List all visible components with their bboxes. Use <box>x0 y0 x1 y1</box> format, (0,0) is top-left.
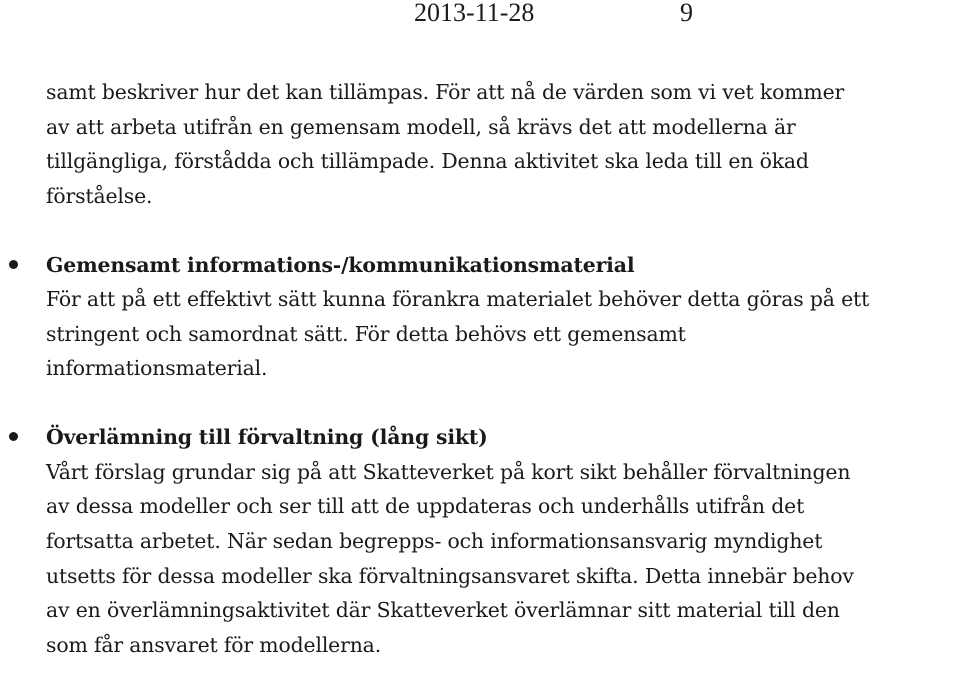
header-date: 2013-11-28 <box>414 0 535 27</box>
text-line: stringent och samordnat sätt. För detta behövs ett gemensamt <box>46 321 686 346</box>
text-line: av att arbeta utifrån en gemensam modell, så krävs det att modellerna är <box>46 114 796 139</box>
bullet-paragraph <box>46 282 959 386</box>
intro-paragraph <box>46 75 959 213</box>
bullet-icon <box>9 432 18 441</box>
text-line: som får ansvaret för modellerna. <box>46 632 382 657</box>
bullet-title: Gemensamt informations-/kommunikationsmaterial <box>46 252 635 277</box>
text-line: informationsmaterial. <box>46 356 268 381</box>
text-line: tillgängliga, förstådda och tillämpade. Denna aktivitet ska leda till en ökad <box>46 149 809 174</box>
bullet-item-overlamning <box>46 420 959 662</box>
bullet-item-informationsmaterial <box>46 248 959 386</box>
text-line: Vårt förslag grundar sig på att Skatteverket på kort sikt behåller förvaltningen <box>46 459 851 484</box>
page-header <box>0 0 959 28</box>
text-line: fortsatta arbetet. När sedan begrepps- och informationsansvarig myndighet <box>46 528 823 553</box>
page-number: 9 <box>680 0 693 27</box>
text-line: samt beskriver hur det kan tillämpas. För att nå de värden som vi vet kommer <box>46 80 845 104</box>
text-line: utsetts för dessa modeller ska förvaltningsansvaret skifta. Detta innebär behov <box>46 563 854 588</box>
document-body <box>46 75 959 662</box>
text-line: För att på ett effektivt sätt kunna förankra materialet behöver detta göras på ett <box>46 287 870 312</box>
text-line: av en överlämningsaktivitet där Skatteverket överlämnar sitt material till den <box>46 598 840 623</box>
text-line: av dessa modeller och ser till att de uppdateras och underhålls utifrån det <box>46 494 805 519</box>
bullet-icon <box>9 260 18 269</box>
text-line: förståelse. <box>46 183 153 208</box>
bullet-paragraph <box>46 455 959 663</box>
bullet-title: Överlämning till förvaltning (lång sikt) <box>46 425 488 450</box>
